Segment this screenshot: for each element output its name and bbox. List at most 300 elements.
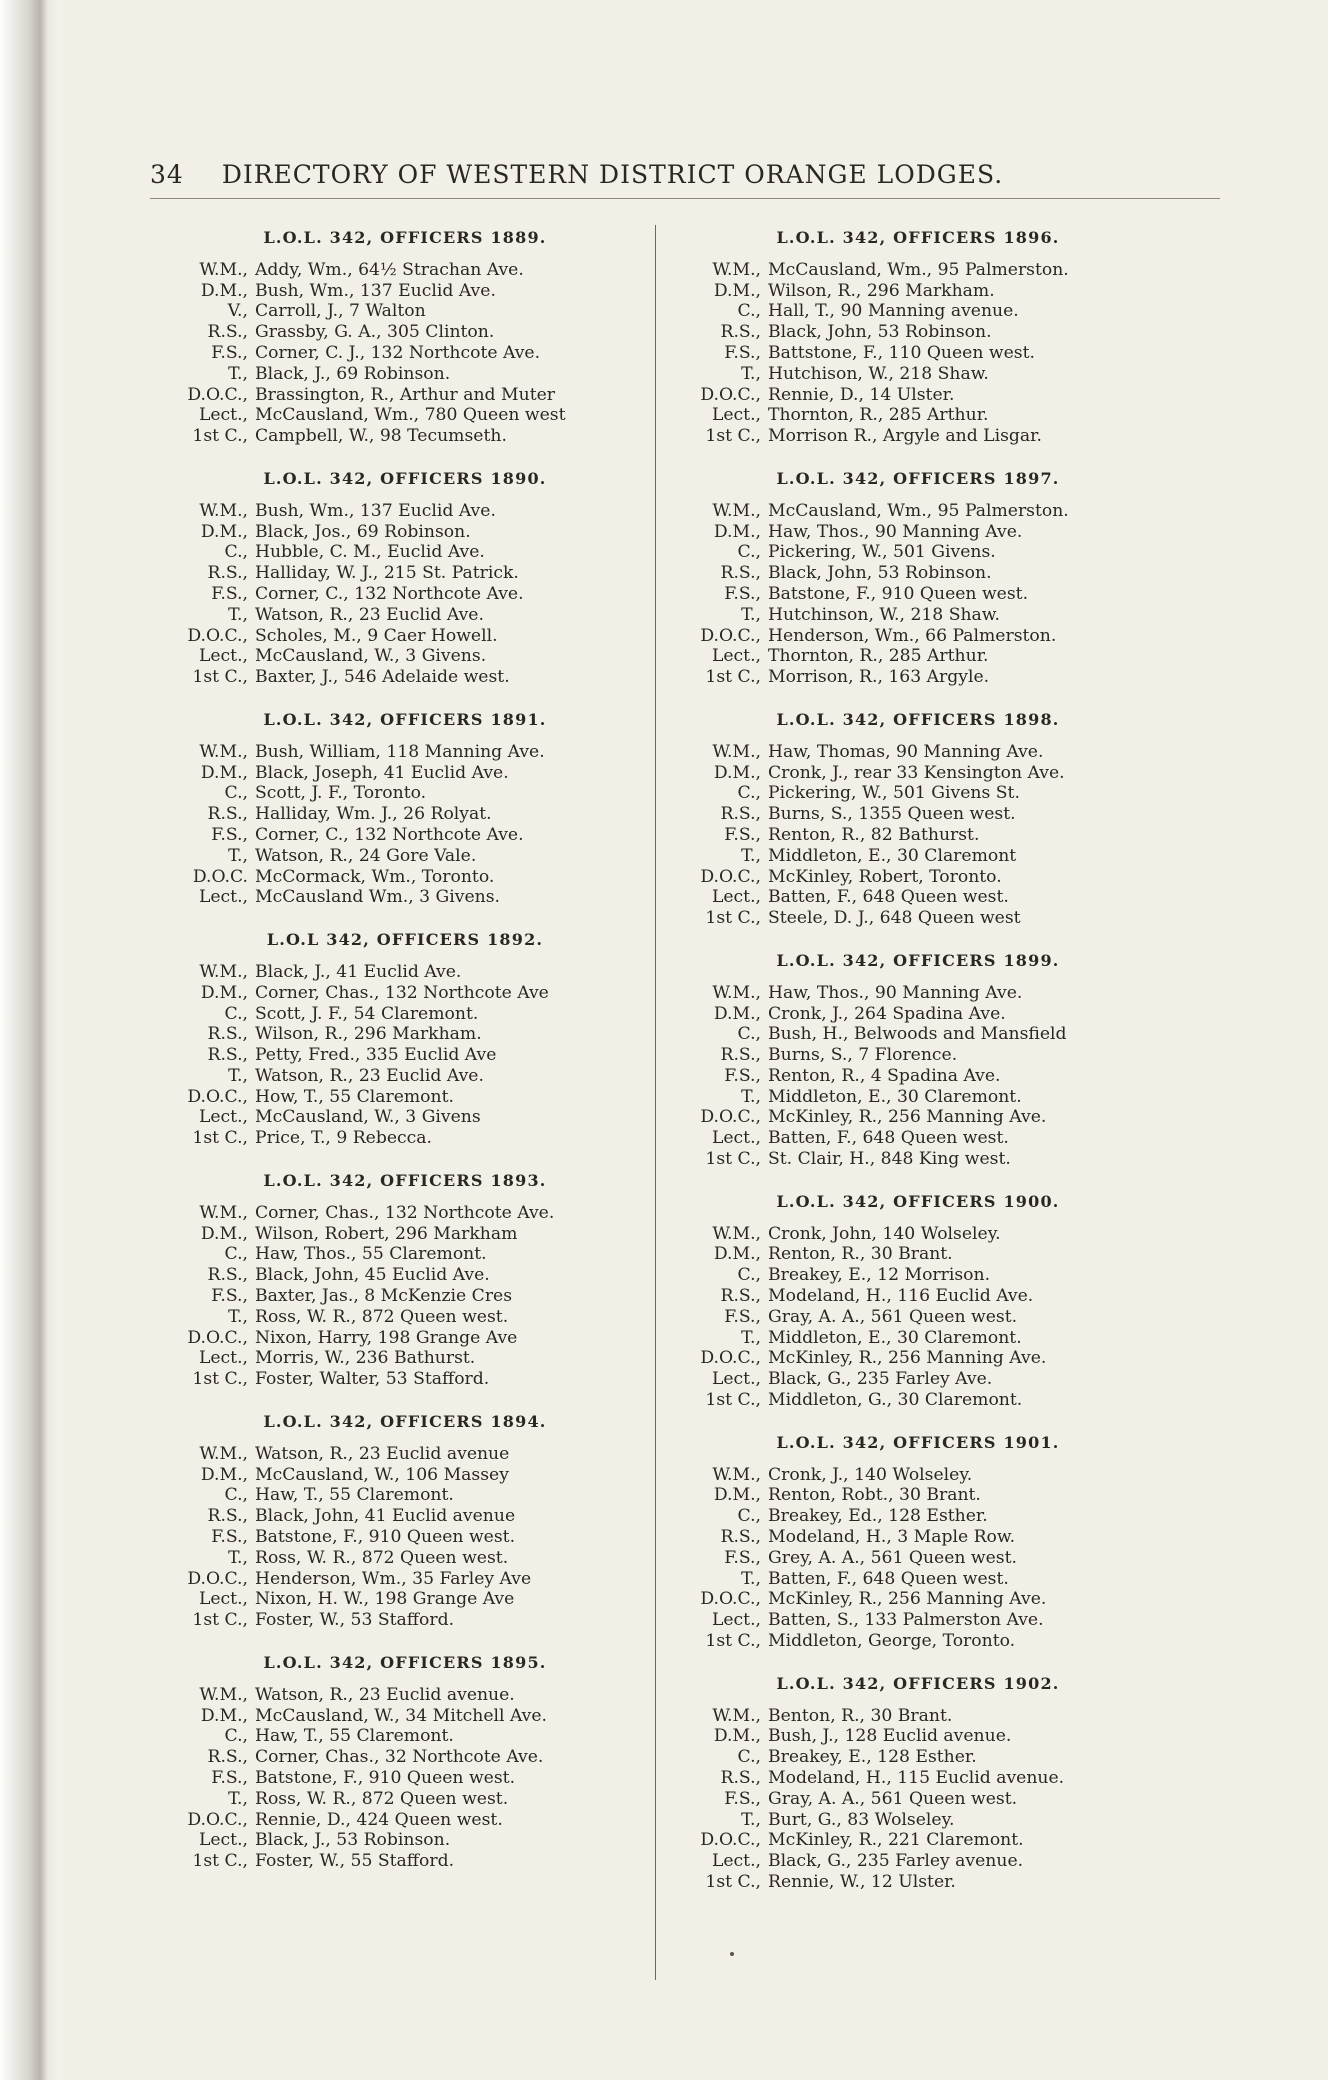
office-abbreviation: D.O.C., — [700, 1107, 761, 1128]
officer-row — [683, 1244, 1183, 1265]
office-abbreviation: D.O.C., — [700, 1348, 761, 1369]
office-abbreviation: D.M., — [713, 1244, 761, 1265]
officer-entry: Henderson, Wm., 66 Palmerston. — [768, 625, 1057, 646]
officer-entry: Batstone, F., 910 Queen west. — [255, 1768, 516, 1788]
officer-row — [170, 1244, 670, 1265]
officer-entry: Watson, R., 23 Euclid Ave. — [255, 604, 484, 625]
officer-row — [683, 522, 1183, 543]
officer-entry: Hutchinson, W., 218 Shaw. — [768, 604, 1000, 625]
officer-row — [683, 908, 1183, 929]
officer-row — [683, 1631, 1183, 1652]
officer-row — [170, 1706, 670, 1727]
officer-entry: Batstone, F., 910 Queen west. — [255, 1527, 516, 1548]
officer-entry: Middleton, George, Toronto. — [768, 1631, 1016, 1652]
office-abbreviation: T., — [741, 1809, 761, 1830]
lodge-title: L.O.L. 342, OFFICERS 1891. — [263, 709, 547, 729]
office-abbreviation: T., — [228, 845, 248, 866]
officer-entry: Campbell, W., 98 Tecumseth. — [255, 426, 507, 447]
lodge-section — [683, 710, 1183, 929]
office-abbreviation: 1st C., — [705, 667, 761, 688]
officer-entry: Haw, Thos., 55 Claremont. — [255, 1244, 487, 1265]
officer-row — [683, 667, 1183, 688]
officer-entry: Halliday, W. J., 215 St. Patrick. — [255, 563, 519, 584]
lodge-title: L.O.L 342, OFFICERS 1892. — [266, 930, 544, 950]
office-abbreviation: 1st C., — [705, 426, 761, 447]
officer-entry: Renton, R., 30 Brant. — [768, 1244, 953, 1265]
officer-entry: McCausland, W., 3 Givens — [255, 1107, 481, 1128]
officer-entry: Henderson, Wm., 35 Farley Ave — [255, 1568, 532, 1589]
officer-row — [170, 322, 670, 343]
officer-row — [683, 1045, 1183, 1066]
office-abbreviation: C., — [224, 542, 248, 563]
officer-entry: Breakey, E., 12 Morrison. — [768, 1265, 991, 1286]
officer-row — [170, 563, 670, 584]
office-abbreviation: R.S., — [720, 1286, 761, 1307]
officer-row — [170, 1527, 670, 1548]
office-abbreviation: C., — [224, 1726, 248, 1747]
lodge-title: L.O.L. 342, OFFICERS 1894. — [263, 1412, 547, 1432]
office-abbreviation: D.M., — [200, 1705, 248, 1726]
officer-row — [170, 1610, 670, 1631]
officer-row — [683, 1066, 1183, 1087]
officer-row — [683, 983, 1183, 1004]
officer-entry: McKinley, R., 256 Manning Ave. — [768, 1348, 1047, 1369]
office-abbreviation: D.M., — [200, 521, 248, 542]
office-abbreviation: T., — [741, 363, 761, 384]
officer-entry: Batten, F., 648 Queen west. — [768, 1568, 1009, 1589]
office-abbreviation: Lect., — [711, 405, 761, 426]
officer-row — [683, 1149, 1183, 1170]
officer-row — [170, 1485, 670, 1506]
officer-row — [683, 343, 1183, 364]
office-abbreviation: D.M., — [200, 982, 248, 1003]
office-abbreviation: T., — [741, 1568, 761, 1589]
officer-entry: Middleton, G., 30 Claremont. — [768, 1390, 1023, 1411]
office-abbreviation: C., — [737, 542, 761, 563]
office-abbreviation: Lect., — [711, 1610, 761, 1631]
officer-row — [170, 1004, 670, 1025]
officer-row — [683, 1851, 1183, 1872]
office-abbreviation: C., — [737, 1265, 761, 1286]
officer-entry: Rennie, D., 424 Queen west. — [255, 1809, 503, 1830]
office-abbreviation: 1st C., — [192, 426, 248, 447]
officer-row — [170, 1045, 670, 1066]
office-abbreviation: R.S., — [720, 322, 761, 343]
lodge-title: L.O.L. 342, OFFICERS 1901. — [776, 1432, 1060, 1452]
office-abbreviation: W.M., — [712, 500, 761, 521]
officer-row — [170, 1348, 670, 1369]
office-abbreviation: Lect., — [711, 887, 761, 908]
officer-entry: Black, John, 53 Robinson. — [768, 563, 992, 584]
officer-entry: Rennie, D., 14 Ulster. — [768, 384, 955, 405]
office-abbreviation: F.S., — [724, 342, 761, 363]
office-abbreviation: R.S., — [720, 1045, 761, 1066]
officer-row — [683, 763, 1183, 784]
office-abbreviation: C., — [224, 1003, 248, 1024]
officer-entry: Burns, S., 1355 Queen west. — [768, 804, 1016, 825]
printer-mark — [730, 1952, 734, 1956]
lodge-section — [683, 469, 1183, 688]
officer-row — [683, 426, 1183, 447]
officer-row — [683, 1830, 1183, 1851]
officer-entry: Batten, F., 648 Queen west. — [768, 1128, 1009, 1149]
officer-entry: Baxter, J., 546 Adelaide west. — [255, 667, 510, 688]
office-abbreviation: F.S., — [211, 824, 248, 845]
officer-row — [683, 542, 1183, 563]
officer-entry: Black, G., 235 Farley Ave. — [768, 1369, 993, 1390]
officer-entry: Watson, R., 23 Euclid Ave. — [255, 1065, 484, 1086]
office-abbreviation: T., — [228, 1547, 248, 1568]
office-abbreviation: T., — [228, 1788, 248, 1809]
officer-entry: Morrison, R., 163 Argyle. — [768, 667, 990, 688]
officer-row — [170, 626, 670, 647]
office-abbreviation: W.M., — [712, 741, 761, 762]
office-abbreviation: R.S., — [720, 804, 761, 825]
office-abbreviation: D.O.C., — [700, 866, 761, 887]
officer-entry: Burns, S., 7 Florence. — [768, 1045, 958, 1066]
lodge-section — [683, 951, 1183, 1170]
office-abbreviation: R.S., — [207, 322, 248, 343]
officer-entry: Foster, W., 55 Stafford. — [255, 1851, 455, 1872]
officer-entry: Thornton, R., 285 Arthur. — [768, 405, 989, 426]
lodge-title: L.O.L. 342, OFFICERS 1899. — [776, 950, 1060, 970]
officer-row — [683, 301, 1183, 322]
office-abbreviation: W.M., — [712, 259, 761, 280]
office-abbreviation: W.M., — [199, 961, 248, 982]
officer-entry: Wilson, Robert, 296 Markham — [255, 1223, 518, 1244]
office-abbreviation: T., — [741, 1086, 761, 1107]
office-abbreviation: T., — [228, 1306, 248, 1327]
officer-row — [683, 385, 1183, 406]
officer-row — [170, 605, 670, 626]
officer-row — [170, 1128, 670, 1149]
officer-row — [170, 1203, 670, 1224]
officer-entry: Foster, W., 53 Stafford. — [255, 1610, 455, 1631]
officer-row — [683, 501, 1183, 522]
officer-entry: Bush, William, 118 Manning Ave. — [255, 741, 545, 762]
officer-entry: Morris, W., 236 Bathurst. — [255, 1348, 476, 1369]
officer-row — [683, 887, 1183, 908]
officer-row — [170, 1087, 670, 1108]
officer-entry: Carroll, J., 7 Walton — [255, 301, 426, 322]
officer-row — [170, 542, 670, 563]
officer-entry: Foster, Walter, 53 Stafford. — [255, 1369, 490, 1390]
officer-row — [683, 1506, 1183, 1527]
officer-entry: Black, G., 235 Farley avenue. — [768, 1851, 1024, 1872]
office-abbreviation: R.S., — [720, 1768, 761, 1788]
office-abbreviation: C., — [224, 783, 248, 804]
officer-row — [683, 364, 1183, 385]
office-abbreviation: Lect., — [198, 646, 248, 667]
office-abbreviation: D.O.C., — [700, 1589, 761, 1610]
office-abbreviation: T., — [741, 1327, 761, 1348]
office-abbreviation: C., — [737, 301, 761, 322]
office-abbreviation: T., — [228, 1065, 248, 1086]
office-abbreviation: F.S., — [724, 824, 761, 845]
officer-row — [170, 1369, 670, 1390]
officer-row — [683, 584, 1183, 605]
officer-row — [683, 260, 1183, 281]
officer-entry: Modeland, H., 116 Euclid Ave. — [768, 1286, 1034, 1307]
lodge-title: L.O.L. 342, OFFICERS 1900. — [776, 1191, 1060, 1211]
officer-row — [683, 1768, 1183, 1789]
office-abbreviation: 1st C., — [705, 908, 761, 929]
officer-entry: Haw, T., 55 Claremont. — [255, 1726, 454, 1747]
officer-row — [170, 1506, 670, 1527]
officer-row — [170, 1307, 670, 1328]
officer-row — [683, 405, 1183, 426]
office-abbreviation: Lect., — [711, 1369, 761, 1390]
office-abbreviation: Lect., — [711, 646, 761, 667]
office-abbreviation: D.M., — [713, 1003, 761, 1024]
officer-row — [170, 426, 670, 447]
officer-entry: Hall, T., 90 Manning avenue. — [768, 301, 1019, 322]
officer-row — [683, 1024, 1183, 1045]
officer-row — [170, 584, 670, 605]
officer-row — [683, 825, 1183, 846]
officer-entry: Batstone, F., 910 Queen west. — [768, 583, 1029, 604]
office-abbreviation: D.M., — [713, 280, 761, 301]
officer-entry: Nixon, H. W., 198 Grange Ave — [255, 1589, 515, 1610]
officer-row — [170, 260, 670, 281]
officer-entry: Haw, Thos., 90 Manning Ave. — [768, 521, 1023, 542]
officer-entry: Black, John, 41 Euclid avenue — [255, 1506, 516, 1527]
office-abbreviation: R.S., — [207, 1265, 248, 1286]
office-abbreviation: F.S., — [724, 1065, 761, 1086]
office-abbreviation: Lect., — [198, 1830, 248, 1851]
officer-row — [170, 1726, 670, 1747]
office-abbreviation: 1st C., — [192, 1369, 248, 1390]
office-abbreviation: 1st C., — [192, 1851, 248, 1872]
office-abbreviation: R.S., — [207, 563, 248, 584]
office-abbreviation: 1st C., — [705, 1149, 761, 1170]
office-abbreviation: 1st C., — [705, 1871, 761, 1892]
lodge-title: L.O.L. 342, OFFICERS 1896. — [776, 228, 1060, 247]
office-abbreviation: R.S., — [207, 1747, 248, 1768]
lodge-section — [683, 1674, 1183, 1893]
lodge-section — [170, 930, 670, 1149]
lodge-section — [170, 1653, 670, 1872]
office-abbreviation: D.M., — [713, 521, 761, 542]
officer-entry: Bush, H., Belwoods and Mansfield — [768, 1024, 1067, 1045]
officer-row — [170, 501, 670, 522]
office-abbreviation: Lect., — [711, 1128, 761, 1149]
officer-entry: Middleton, E., 30 Claremont. — [768, 1086, 1022, 1107]
officer-row — [170, 1024, 670, 1045]
officer-entry: Gray, A. A., 561 Queen west. — [768, 1306, 1018, 1327]
officer-entry: Black, Joseph, 41 Euclid Ave. — [255, 762, 509, 783]
officer-entry: Ross, W. R., 872 Queen west. — [255, 1306, 509, 1327]
officer-entry: Black, J., 41 Euclid Ave. — [255, 961, 462, 982]
office-abbreviation: F.S., — [724, 1306, 761, 1327]
officer-row — [170, 742, 670, 763]
officer-entry: Black, J., 53 Robinson. — [255, 1830, 451, 1851]
officer-row — [170, 1224, 670, 1245]
officer-row — [170, 1569, 670, 1590]
officer-row — [683, 1224, 1183, 1245]
officer-entry: Modeland, H., 115 Euclid avenue. — [768, 1768, 1065, 1788]
page-number: 34 — [150, 160, 184, 189]
officer-row — [170, 343, 670, 364]
officer-row — [170, 1066, 670, 1087]
officer-row — [683, 1810, 1183, 1831]
officer-entry: McCausland, Wm., 780 Queen west — [255, 405, 566, 426]
office-abbreviation: D.O.C., — [187, 1809, 248, 1830]
officer-row — [170, 1265, 670, 1286]
officer-entry: How, T., 55 Claremont. — [255, 1086, 454, 1107]
officer-entry: Gray, A. A., 561 Queen west. — [768, 1788, 1018, 1809]
officer-row — [683, 563, 1183, 584]
office-abbreviation: D.O.C., — [187, 1327, 248, 1348]
officer-entry: Ross, W. R., 872 Queen west. — [255, 1788, 509, 1809]
office-abbreviation: 1st C., — [192, 1610, 248, 1631]
office-abbreviation: T., — [741, 845, 761, 866]
office-abbreviation: T., — [741, 604, 761, 625]
office-abbreviation: D.M., — [713, 1726, 761, 1747]
officer-entry: Corner, Chas., 32 Northcote Ave. — [255, 1747, 544, 1768]
officer-entry: Scott, J. F., 54 Claremont. — [255, 1003, 479, 1024]
officer-entry: Black, J., 69 Robinson. — [255, 363, 451, 384]
office-abbreviation: D.M., — [200, 1464, 248, 1485]
officer-entry: Battstone, F., 110 Queen west. — [768, 342, 1035, 363]
officer-row — [683, 1328, 1183, 1349]
office-abbreviation: D.O.C., — [187, 1086, 248, 1107]
lodge-title: L.O.L. 342, OFFICERS 1902. — [776, 1673, 1060, 1693]
lodge-title: L.O.L. 342, OFFICERS 1895. — [263, 1653, 547, 1673]
officer-entry: Pickering, W., 501 Givens St. — [768, 783, 1020, 804]
office-abbreviation: C., — [224, 1244, 248, 1265]
office-abbreviation: W.M., — [712, 1464, 761, 1485]
office-abbreviation: D.M., — [200, 762, 248, 783]
lodge-title: L.O.L. 342, OFFICERS 1889. — [263, 228, 547, 247]
officer-entry: Price, T., 9 Rebecca. — [255, 1128, 432, 1149]
officer-row — [683, 1265, 1183, 1286]
office-abbreviation: D.M., — [200, 280, 248, 301]
lodge-title: L.O.L. 342, OFFICERS 1890. — [263, 468, 547, 488]
officer-row — [683, 804, 1183, 825]
officer-entry: McCausland, Wm., 95 Palmerston. — [768, 259, 1069, 280]
officer-entry: Wilson, R., 296 Markham. — [768, 280, 995, 301]
office-abbreviation: F.S., — [724, 1547, 761, 1568]
officer-entry: Rennie, W., 12 Ulster. — [768, 1871, 956, 1892]
officer-entry: McKinley, R., 256 Manning Ave. — [768, 1107, 1047, 1128]
officer-entry: Corner, Chas., 132 Northcote Ave — [255, 982, 549, 1003]
officer-row — [683, 1610, 1183, 1631]
officer-entry: Corner, C. J., 132 Northcote Ave. — [255, 342, 541, 363]
officer-row — [170, 1107, 670, 1128]
officer-row — [170, 867, 670, 888]
officer-entry: McCausland, W., 106 Massey — [255, 1464, 509, 1485]
officer-entry: Cronk, J., 140 Wolseley. — [768, 1464, 973, 1485]
officer-entry: Bush, J., 128 Euclid avenue. — [768, 1726, 1012, 1747]
officer-row — [683, 1390, 1183, 1411]
officer-entry: Corner, Chas., 132 Northcote Ave. — [255, 1202, 555, 1223]
office-abbreviation: R.S., — [207, 1045, 248, 1066]
officer-entry: Petty, Fred., 335 Euclid Ave — [255, 1045, 497, 1066]
officer-row — [683, 783, 1183, 804]
office-abbreviation: F.S., — [211, 1286, 248, 1307]
officer-row — [170, 1810, 670, 1831]
office-abbreviation: W.M., — [712, 1223, 761, 1244]
officer-row — [170, 1589, 670, 1610]
lodge-title: L.O.L. 342, OFFICERS 1897. — [776, 468, 1060, 488]
office-abbreviation: C., — [737, 1747, 761, 1768]
officer-entry: McCausland Wm., 3 Givens. — [255, 887, 501, 908]
office-abbreviation: D.O.C., — [700, 1830, 761, 1851]
header-rule — [150, 198, 1220, 199]
officer-row — [170, 1747, 670, 1768]
officer-entry: Haw, T., 55 Claremont. — [255, 1485, 454, 1506]
office-abbreviation: F.S., — [211, 342, 248, 363]
officer-entry: McCormack, Wm., Toronto. — [255, 866, 495, 887]
officer-row — [683, 1569, 1183, 1590]
office-abbreviation: Lect., — [198, 405, 248, 426]
office-abbreviation: W.M., — [199, 741, 248, 762]
officer-row — [683, 1307, 1183, 1328]
officer-entry: Grassby, G. A., 305 Clinton. — [255, 322, 495, 343]
officer-entry: McKinley, Robert, Toronto. — [768, 866, 1002, 887]
office-abbreviation: Lect., — [198, 1107, 248, 1128]
lodge-title: L.O.L. 342, OFFICERS 1898. — [776, 709, 1060, 729]
officer-row — [170, 783, 670, 804]
office-abbreviation: C., — [224, 1485, 248, 1506]
office-abbreviation: D.M., — [713, 1485, 761, 1506]
officer-row — [170, 1851, 670, 1872]
officer-entry: Pickering, W., 501 Givens. — [768, 542, 996, 563]
officer-row — [683, 1527, 1183, 1548]
page-header — [150, 160, 1220, 189]
officer-row — [170, 846, 670, 867]
officer-entry: Cronk, J., 264 Spadina Ave. — [768, 1003, 1006, 1024]
officer-row — [170, 385, 670, 406]
officer-row — [170, 1444, 670, 1465]
officer-entry: Renton, Robt., 30 Brant. — [768, 1485, 981, 1506]
office-abbreviation: W.M., — [712, 1705, 761, 1726]
officer-entry: Watson, R., 23 Euclid avenue. — [255, 1684, 515, 1705]
office-abbreviation: D.O.C. — [192, 866, 248, 887]
officer-entry: Black, John, 53 Robinson. — [768, 322, 992, 343]
lodge-section — [170, 1412, 670, 1631]
office-abbreviation: D.O.C., — [187, 384, 248, 405]
officer-row — [683, 322, 1183, 343]
officer-row — [683, 281, 1183, 302]
office-abbreviation: C., — [737, 783, 761, 804]
officer-entry: Nixon, Harry, 198 Grange Ave — [255, 1327, 518, 1348]
office-abbreviation: D.O.C., — [187, 1568, 248, 1589]
officer-entry: Watson, R., 24 Gore Vale. — [255, 845, 477, 866]
officer-entry: Cronk, J., rear 33 Kensington Ave. — [768, 762, 1065, 783]
officer-row — [170, 405, 670, 426]
office-abbreviation: 1st C., — [705, 1631, 761, 1652]
officer-row — [683, 1004, 1183, 1025]
officer-entry: Ross, W. R., 872 Queen west. — [255, 1547, 509, 1568]
office-abbreviation: Lect., — [198, 1348, 248, 1369]
officer-row — [683, 605, 1183, 626]
office-abbreviation: F.S., — [211, 1527, 248, 1548]
lodge-title: L.O.L. 342, OFFICERS 1893. — [263, 1171, 547, 1191]
officer-row — [683, 742, 1183, 763]
officer-entry: Corner, C., 132 Northcote Ave. — [255, 583, 524, 604]
officer-row — [170, 763, 670, 784]
officer-entry: Thornton, R., 285 Arthur. — [768, 646, 989, 667]
officer-entry: Renton, R., 82 Bathurst. — [768, 824, 980, 845]
lodge-section — [170, 228, 670, 447]
officer-entry: Middleton, E., 30 Claremont — [768, 845, 1017, 866]
officer-entry: Bush, Wm., 137 Euclid Ave. — [255, 280, 496, 301]
officer-entry: Modeland, H., 3 Maple Row. — [768, 1527, 1016, 1548]
office-abbreviation: F.S., — [724, 1788, 761, 1809]
officer-row — [683, 1465, 1183, 1486]
